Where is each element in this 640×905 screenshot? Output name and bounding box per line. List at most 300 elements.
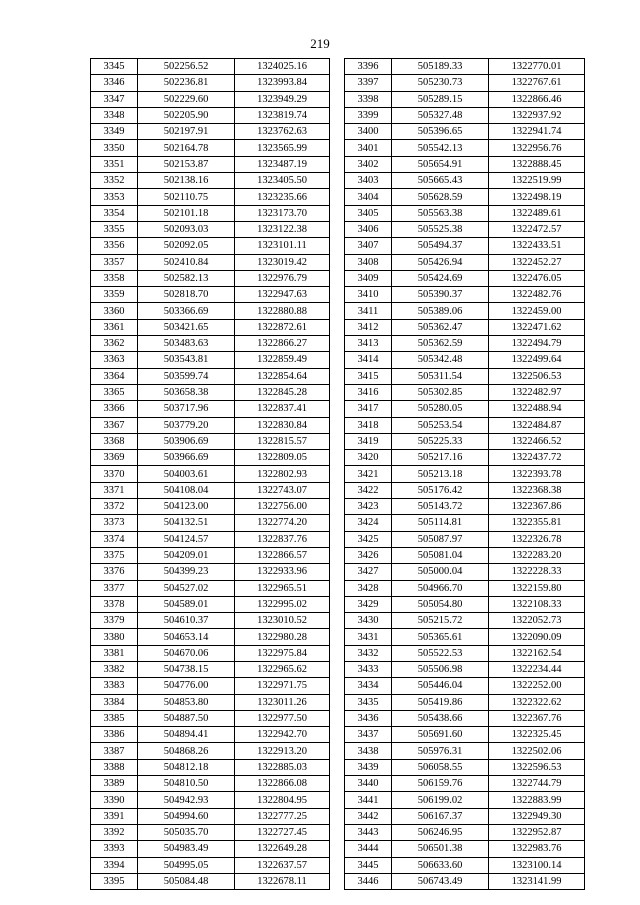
point-number-cell: 3415 <box>345 368 392 384</box>
y-coordinate-cell: 1322502.06 <box>489 743 585 759</box>
x-coordinate-cell: 502164.78 <box>138 140 235 156</box>
point-number-cell: 3412 <box>345 319 392 335</box>
point-number-cell: 3425 <box>345 531 392 547</box>
table-row <box>91 417 330 433</box>
point-number-cell: 3366 <box>91 401 138 417</box>
point-number-cell: 3410 <box>345 287 392 303</box>
x-coordinate-cell: 505419.86 <box>392 694 489 710</box>
y-coordinate-cell: 1322888.45 <box>489 156 585 172</box>
table-row <box>91 336 330 352</box>
x-coordinate-cell: 505542.13 <box>392 140 489 156</box>
point-number-cell: 3390 <box>91 792 138 808</box>
point-number-cell: 3354 <box>91 205 138 221</box>
y-coordinate-cell: 1322976.79 <box>235 270 330 286</box>
x-coordinate-cell: 502101.18 <box>138 205 235 221</box>
point-number-cell: 3403 <box>345 173 392 189</box>
y-coordinate-cell: 1322596.53 <box>489 759 585 775</box>
point-number-cell: 3359 <box>91 287 138 303</box>
x-coordinate-cell: 504776.00 <box>138 678 235 694</box>
table-row <box>345 303 585 319</box>
point-number-cell: 3380 <box>91 629 138 645</box>
table-row <box>345 189 585 205</box>
table-row <box>91 287 330 303</box>
table-row <box>91 238 330 254</box>
x-coordinate-cell: 505217.16 <box>392 450 489 466</box>
y-coordinate-cell: 1322947.63 <box>235 287 330 303</box>
y-coordinate-cell: 1322649.28 <box>235 841 330 857</box>
y-coordinate-cell: 1322830.84 <box>235 417 330 433</box>
x-coordinate-cell: 506167.37 <box>392 808 489 824</box>
x-coordinate-cell: 505438.66 <box>392 710 489 726</box>
table-row <box>91 759 330 775</box>
point-number-cell: 3420 <box>345 450 392 466</box>
point-number-cell: 3372 <box>91 499 138 515</box>
x-coordinate-cell: 506199.02 <box>392 792 489 808</box>
table-row <box>91 776 330 792</box>
point-number-cell: 3442 <box>345 808 392 824</box>
y-coordinate-cell: 1322678.11 <box>235 873 330 889</box>
y-coordinate-cell: 1322484.87 <box>489 417 585 433</box>
point-number-cell: 3443 <box>345 824 392 840</box>
x-coordinate-cell: 505213.18 <box>392 466 489 482</box>
table-row <box>345 254 585 270</box>
y-coordinate-cell: 1322837.76 <box>235 531 330 547</box>
table-row <box>345 59 585 75</box>
point-number-cell: 3440 <box>345 776 392 792</box>
y-coordinate-cell: 1323011.26 <box>235 694 330 710</box>
y-coordinate-cell: 1322767.61 <box>489 75 585 91</box>
point-number-cell: 3346 <box>91 75 138 91</box>
table-row <box>345 743 585 759</box>
x-coordinate-cell: 504853.80 <box>138 694 235 710</box>
x-coordinate-cell: 502818.70 <box>138 287 235 303</box>
point-number-cell: 3388 <box>91 759 138 775</box>
table-row <box>91 824 330 840</box>
table-row <box>345 91 585 107</box>
table-row <box>345 221 585 237</box>
table-row <box>345 499 585 515</box>
x-coordinate-cell: 503966.69 <box>138 450 235 466</box>
point-number-cell: 3413 <box>345 336 392 352</box>
x-coordinate-cell: 505054.80 <box>392 596 489 612</box>
y-coordinate-cell: 1323100.14 <box>489 857 585 873</box>
table-row <box>345 841 585 857</box>
x-coordinate-cell: 505327.48 <box>392 107 489 123</box>
point-number-cell: 3351 <box>91 156 138 172</box>
x-coordinate-cell: 503366.69 <box>138 303 235 319</box>
x-coordinate-cell: 502256.52 <box>138 59 235 75</box>
point-number-cell: 3435 <box>345 694 392 710</box>
y-coordinate-cell: 1322482.76 <box>489 287 585 303</box>
point-number-cell: 3421 <box>345 466 392 482</box>
y-coordinate-cell: 1322941.74 <box>489 124 585 140</box>
x-coordinate-cell: 504995.05 <box>138 857 235 873</box>
x-coordinate-cell: 504589.01 <box>138 596 235 612</box>
table-row <box>345 482 585 498</box>
table-row <box>345 433 585 449</box>
table-row <box>345 645 585 661</box>
table-row <box>91 270 330 286</box>
table-row <box>91 433 330 449</box>
y-coordinate-cell: 1322774.20 <box>235 515 330 531</box>
point-number-cell: 3369 <box>91 450 138 466</box>
table-row <box>91 466 330 482</box>
y-coordinate-cell: 1322937.92 <box>489 107 585 123</box>
table-row <box>91 743 330 759</box>
x-coordinate-cell: 503906.69 <box>138 433 235 449</box>
y-coordinate-cell: 1322756.00 <box>235 499 330 515</box>
y-coordinate-cell: 1322727.45 <box>235 824 330 840</box>
point-number-cell: 3381 <box>91 645 138 661</box>
point-number-cell: 3445 <box>345 857 392 873</box>
table-row <box>91 499 330 515</box>
table-row <box>91 140 330 156</box>
x-coordinate-cell: 505215.72 <box>392 613 489 629</box>
table-row <box>91 352 330 368</box>
table-row <box>345 417 585 433</box>
x-coordinate-cell: 503483.63 <box>138 336 235 352</box>
point-number-cell: 3434 <box>345 678 392 694</box>
table-row <box>345 156 585 172</box>
y-coordinate-cell: 1322472.57 <box>489 221 585 237</box>
table-row <box>91 75 330 91</box>
point-number-cell: 3446 <box>345 873 392 889</box>
table-row <box>345 873 585 889</box>
x-coordinate-cell: 502110.75 <box>138 189 235 205</box>
x-coordinate-cell: 506743.49 <box>392 873 489 889</box>
x-coordinate-cell: 502093.03 <box>138 221 235 237</box>
y-coordinate-cell: 1322367.86 <box>489 499 585 515</box>
coordinates-table-right <box>344 58 585 890</box>
point-number-cell: 3426 <box>345 547 392 563</box>
point-number-cell: 3393 <box>91 841 138 857</box>
y-coordinate-cell: 1322159.80 <box>489 580 585 596</box>
y-coordinate-cell: 1322489.61 <box>489 205 585 221</box>
point-number-cell: 3348 <box>91 107 138 123</box>
table-row <box>91 645 330 661</box>
y-coordinate-cell: 1322866.27 <box>235 336 330 352</box>
table-row <box>345 694 585 710</box>
point-number-cell: 3416 <box>345 384 392 400</box>
point-number-cell: 3407 <box>345 238 392 254</box>
point-number-cell: 3350 <box>91 140 138 156</box>
y-coordinate-cell: 1323010.52 <box>235 613 330 629</box>
y-coordinate-cell: 1322743.07 <box>235 482 330 498</box>
y-coordinate-cell: 1323235.66 <box>235 189 330 205</box>
point-number-cell: 3408 <box>345 254 392 270</box>
table-row <box>345 270 585 286</box>
y-coordinate-cell: 1322519.99 <box>489 173 585 189</box>
table-row <box>91 384 330 400</box>
y-coordinate-cell: 1322322.62 <box>489 694 585 710</box>
table-row <box>345 727 585 743</box>
point-number-cell: 3367 <box>91 417 138 433</box>
x-coordinate-cell: 503717.96 <box>138 401 235 417</box>
point-number-cell: 3417 <box>345 401 392 417</box>
point-number-cell: 3373 <box>91 515 138 531</box>
y-coordinate-cell: 1322482.97 <box>489 384 585 400</box>
y-coordinate-cell: 1322108.33 <box>489 596 585 612</box>
point-number-cell: 3400 <box>345 124 392 140</box>
point-number-cell: 3382 <box>91 661 138 677</box>
x-coordinate-cell: 505390.37 <box>392 287 489 303</box>
y-coordinate-cell: 1323101.11 <box>235 238 330 254</box>
x-coordinate-cell: 505289.15 <box>392 91 489 107</box>
table-row <box>91 694 330 710</box>
table-row <box>91 841 330 857</box>
y-coordinate-cell: 1322437.72 <box>489 450 585 466</box>
point-number-cell: 3391 <box>91 808 138 824</box>
point-number-cell: 3363 <box>91 352 138 368</box>
x-coordinate-cell: 505189.33 <box>392 59 489 75</box>
y-coordinate-cell: 1322885.03 <box>235 759 330 775</box>
y-coordinate-cell: 1322228.33 <box>489 564 585 580</box>
x-coordinate-cell: 504887.50 <box>138 710 235 726</box>
point-number-cell: 3430 <box>345 613 392 629</box>
y-coordinate-cell: 1322368.38 <box>489 482 585 498</box>
point-number-cell: 3396 <box>345 59 392 75</box>
table-row <box>91 319 330 335</box>
table-row <box>345 857 585 873</box>
x-coordinate-cell: 504966.70 <box>392 580 489 596</box>
x-coordinate-cell: 502138.16 <box>138 173 235 189</box>
table-row <box>345 368 585 384</box>
x-coordinate-cell: 505563.38 <box>392 205 489 221</box>
y-coordinate-cell: 1322355.81 <box>489 515 585 531</box>
table-row <box>91 59 330 75</box>
point-number-cell: 3441 <box>345 792 392 808</box>
y-coordinate-cell: 1322488.94 <box>489 401 585 417</box>
x-coordinate-cell: 504399.23 <box>138 564 235 580</box>
point-number-cell: 3387 <box>91 743 138 759</box>
point-number-cell: 3355 <box>91 221 138 237</box>
x-coordinate-cell: 505525.38 <box>392 221 489 237</box>
table-row <box>345 466 585 482</box>
table-row <box>91 873 330 889</box>
point-number-cell: 3399 <box>345 107 392 123</box>
y-coordinate-cell: 1322367.76 <box>489 710 585 726</box>
x-coordinate-cell: 505494.37 <box>392 238 489 254</box>
point-number-cell: 3392 <box>91 824 138 840</box>
table-row <box>91 710 330 726</box>
y-coordinate-cell: 1322770.01 <box>489 59 585 75</box>
y-coordinate-cell: 1322913.20 <box>235 743 330 759</box>
x-coordinate-cell: 506159.76 <box>392 776 489 792</box>
y-coordinate-cell: 1322980.28 <box>235 629 330 645</box>
point-number-cell: 3378 <box>91 596 138 612</box>
table-row <box>345 710 585 726</box>
y-coordinate-cell: 1322777.25 <box>235 808 330 824</box>
y-coordinate-cell: 1322995.02 <box>235 596 330 612</box>
y-coordinate-cell: 1324025.16 <box>235 59 330 75</box>
y-coordinate-cell: 1323949.29 <box>235 91 330 107</box>
x-coordinate-cell: 505446.04 <box>392 678 489 694</box>
x-coordinate-cell: 505087.97 <box>392 531 489 547</box>
y-coordinate-cell: 1322283.20 <box>489 547 585 563</box>
x-coordinate-cell: 504124.57 <box>138 531 235 547</box>
table-row <box>345 792 585 808</box>
point-number-cell: 3379 <box>91 613 138 629</box>
point-number-cell: 3376 <box>91 564 138 580</box>
y-coordinate-cell: 1322854.64 <box>235 368 330 384</box>
y-coordinate-cell: 1323487.19 <box>235 156 330 172</box>
y-coordinate-cell: 1322880.88 <box>235 303 330 319</box>
point-number-cell: 3395 <box>91 873 138 889</box>
table-row <box>91 564 330 580</box>
point-number-cell: 3401 <box>345 140 392 156</box>
point-number-cell: 3424 <box>345 515 392 531</box>
point-number-cell: 3384 <box>91 694 138 710</box>
x-coordinate-cell: 505362.59 <box>392 336 489 352</box>
point-number-cell: 3383 <box>91 678 138 694</box>
x-coordinate-cell: 505389.06 <box>392 303 489 319</box>
y-coordinate-cell: 1323141.99 <box>489 873 585 889</box>
x-coordinate-cell: 505176.42 <box>392 482 489 498</box>
point-number-cell: 3418 <box>345 417 392 433</box>
y-coordinate-cell: 1322952.87 <box>489 824 585 840</box>
point-number-cell: 3406 <box>345 221 392 237</box>
table-row <box>345 678 585 694</box>
y-coordinate-cell: 1322471.62 <box>489 319 585 335</box>
point-number-cell: 3368 <box>91 433 138 449</box>
table-row <box>345 75 585 91</box>
point-number-cell: 3358 <box>91 270 138 286</box>
x-coordinate-cell: 504812.18 <box>138 759 235 775</box>
y-coordinate-cell: 1322090.09 <box>489 629 585 645</box>
x-coordinate-cell: 504132.51 <box>138 515 235 531</box>
y-coordinate-cell: 1322433.51 <box>489 238 585 254</box>
y-coordinate-cell: 1322837.41 <box>235 401 330 417</box>
y-coordinate-cell: 1322506.53 <box>489 368 585 384</box>
x-coordinate-cell: 502582.13 <box>138 270 235 286</box>
x-coordinate-cell: 505628.59 <box>392 189 489 205</box>
x-coordinate-cell: 502092.05 <box>138 238 235 254</box>
table-row <box>345 140 585 156</box>
table-row <box>345 564 585 580</box>
x-coordinate-cell: 505280.05 <box>392 401 489 417</box>
point-number-cell: 3404 <box>345 189 392 205</box>
table-row <box>345 205 585 221</box>
point-number-cell: 3352 <box>91 173 138 189</box>
table-row <box>345 531 585 547</box>
x-coordinate-cell: 504868.26 <box>138 743 235 759</box>
y-coordinate-cell: 1322494.79 <box>489 336 585 352</box>
table-row <box>345 238 585 254</box>
x-coordinate-cell: 504670.06 <box>138 645 235 661</box>
point-number-cell: 3444 <box>345 841 392 857</box>
table-row <box>91 678 330 694</box>
table-row <box>91 173 330 189</box>
table-row <box>91 727 330 743</box>
table-row <box>91 857 330 873</box>
table-row <box>91 580 330 596</box>
y-coordinate-cell: 1322637.57 <box>235 857 330 873</box>
x-coordinate-cell: 504994.60 <box>138 808 235 824</box>
y-coordinate-cell: 1322975.84 <box>235 645 330 661</box>
point-number-cell: 3437 <box>345 727 392 743</box>
x-coordinate-cell: 505230.73 <box>392 75 489 91</box>
point-number-cell: 3414 <box>345 352 392 368</box>
table-row <box>91 254 330 270</box>
x-coordinate-cell: 505522.53 <box>392 645 489 661</box>
x-coordinate-cell: 505976.31 <box>392 743 489 759</box>
x-coordinate-cell: 505114.81 <box>392 515 489 531</box>
y-coordinate-cell: 1322802.93 <box>235 466 330 482</box>
point-number-cell: 3409 <box>345 270 392 286</box>
table-row <box>91 401 330 417</box>
x-coordinate-cell: 505225.33 <box>392 433 489 449</box>
y-coordinate-cell: 1322859.49 <box>235 352 330 368</box>
y-coordinate-cell: 1322466.52 <box>489 433 585 449</box>
table-row <box>345 515 585 531</box>
x-coordinate-cell: 503543.81 <box>138 352 235 368</box>
y-coordinate-cell: 1322234.44 <box>489 661 585 677</box>
point-number-cell: 3389 <box>91 776 138 792</box>
table-row <box>345 613 585 629</box>
point-number-cell: 3428 <box>345 580 392 596</box>
point-number-cell: 3438 <box>345 743 392 759</box>
x-coordinate-cell: 505253.54 <box>392 417 489 433</box>
x-coordinate-cell: 504894.41 <box>138 727 235 743</box>
point-number-cell: 3370 <box>91 466 138 482</box>
x-coordinate-cell: 505654.91 <box>392 156 489 172</box>
x-coordinate-cell: 505396.65 <box>392 124 489 140</box>
y-coordinate-cell: 1322983.76 <box>489 841 585 857</box>
x-coordinate-cell: 506633.60 <box>392 857 489 873</box>
y-coordinate-cell: 1322459.00 <box>489 303 585 319</box>
x-coordinate-cell: 505426.94 <box>392 254 489 270</box>
point-number-cell: 3405 <box>345 205 392 221</box>
y-coordinate-cell: 1322883.99 <box>489 792 585 808</box>
x-coordinate-cell: 504653.14 <box>138 629 235 645</box>
y-coordinate-cell: 1322744.79 <box>489 776 585 792</box>
point-number-cell: 3347 <box>91 91 138 107</box>
x-coordinate-cell: 504942.93 <box>138 792 235 808</box>
point-number-cell: 3423 <box>345 499 392 515</box>
x-coordinate-cell: 505665.43 <box>392 173 489 189</box>
x-coordinate-cell: 502236.81 <box>138 75 235 91</box>
point-number-cell: 3419 <box>345 433 392 449</box>
table-row <box>345 824 585 840</box>
x-coordinate-cell: 504527.02 <box>138 580 235 596</box>
y-coordinate-cell: 1323122.38 <box>235 221 330 237</box>
y-coordinate-cell: 1322393.78 <box>489 466 585 482</box>
y-coordinate-cell: 1322252.00 <box>489 678 585 694</box>
table-row <box>345 173 585 189</box>
y-coordinate-cell: 1323019.42 <box>235 254 330 270</box>
table-row <box>345 580 585 596</box>
y-coordinate-cell: 1322977.50 <box>235 710 330 726</box>
table-row <box>345 287 585 303</box>
x-coordinate-cell: 504003.61 <box>138 466 235 482</box>
x-coordinate-cell: 505342.48 <box>392 352 489 368</box>
table-row <box>91 531 330 547</box>
point-number-cell: 3365 <box>91 384 138 400</box>
table-row <box>91 303 330 319</box>
point-number-cell: 3436 <box>345 710 392 726</box>
y-coordinate-cell: 1322809.05 <box>235 450 330 466</box>
point-number-cell: 3360 <box>91 303 138 319</box>
y-coordinate-cell: 1322956.76 <box>489 140 585 156</box>
point-number-cell: 3422 <box>345 482 392 498</box>
table-row <box>345 776 585 792</box>
y-coordinate-cell: 1323173.70 <box>235 205 330 221</box>
point-number-cell: 3385 <box>91 710 138 726</box>
y-coordinate-cell: 1322942.70 <box>235 727 330 743</box>
table-row <box>91 156 330 172</box>
table-row <box>345 124 585 140</box>
table-row <box>345 596 585 612</box>
